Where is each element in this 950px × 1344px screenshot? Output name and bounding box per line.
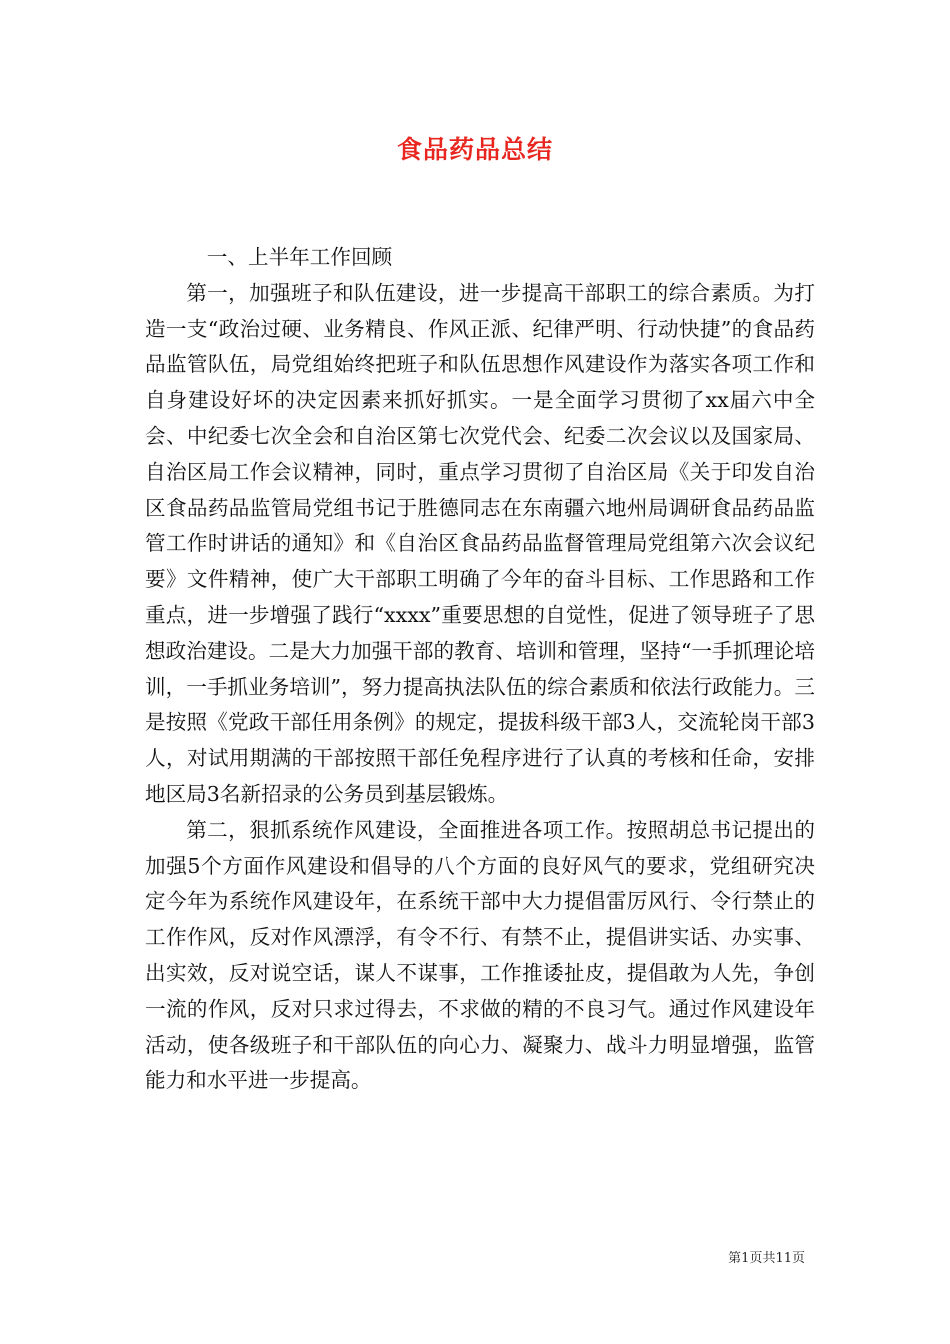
document-body bbox=[145, 240, 815, 1099]
paragraph-2: 第二，狠抓系统作风建设，全面推进各项工作。按照胡总书记提出的加强5个方面作风建设和倡导的八个方面的良好风气的要求，党组研究决定今年为系统作风建设年，在系统干部中大力提倡雷厉风行、令行禁止的工作作风，反对作风漂浮，有令不行、有禁不止，提倡讲实话、办实事、出实效，反对说空话，谋人不谋事，工作推诿扯皮，提倡敢为人先，争创一流的作风，反对只求过得去，不求做的精的不良习气。通过作风建设年活动，使各级班子和干部队伍的向心力、凝聚力、战斗力明显增强，监管能力和水平进一步提高。 bbox=[145, 817, 815, 1093]
paragraph-1: 第一，加强班子和队伍建设，进一步提高干部职工的综合素质。为打造一支“政治过硬、业务精良、作风正派、纪律严明、行动快捷”的食品药品监管队伍，局党组始终把班子和队伍思想作风建设作为落实各项工作和自身建设好坏的决定因素来抓好抓实。一是全面学习贯彻了xx届六中全会、中纪委七次全会和自治区第七次党代会、纪委二次会议以及国家局、自治区局工作会议精神，同时，重点学习贯彻了自治区局《关于印发自治区食品药品监管局党组书记于胜德同志在东南疆六地州局调研食品药品监管工作时讲话的通知》和《自治区食品药品监督管理局党组第六次会议纪要》文件精神，使广大干部职工明确了今年的奋斗目标、工作思路和工作重点，进一步增强了践行“xxxx”重要思想的自觉性，促进了领导班子了思想政治建设。二是大力加强干部的教育、培训和管理，坚持“一手抓理论培训，一手抓业务培训”，努力提高执法队伍的综合素质和依法行政能力。三是按照《党政干部任用条例》的规定，提拔科级干部3人，交流轮岗干部3人，对试用期满的干部按照干部任免程序进行了认真的考核和任命，安排地区局3名新招录的公务员到基层锻炼。 bbox=[145, 280, 815, 806]
page-number: 第1页共11页 bbox=[728, 1251, 805, 1266]
document-title: 食品药品总结 bbox=[396, 135, 553, 164]
section-heading: 一、上半年工作回顾 bbox=[206, 245, 393, 269]
